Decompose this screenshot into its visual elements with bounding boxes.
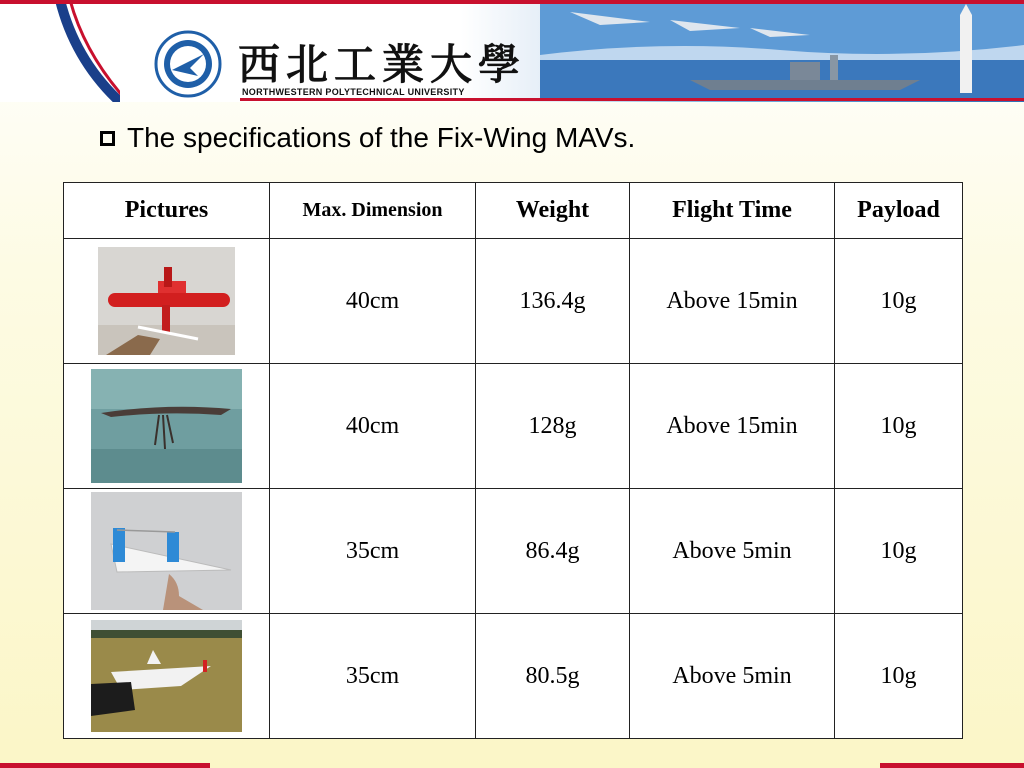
- table-row: [64, 489, 963, 614]
- header-max-dimension: Max. Dimension: [270, 183, 476, 239]
- max-dimension-cell: 40cm: [270, 364, 476, 489]
- flight-time-cell: Above 15min: [630, 239, 835, 364]
- university-name-chinese: 西北工業大學: [238, 40, 527, 89]
- max-dimension-cell: 40cm: [270, 239, 476, 364]
- flight-time-cell: Above 5min: [630, 489, 835, 614]
- header-weight: Weight: [476, 183, 630, 239]
- table-row: [64, 614, 963, 739]
- max-dimension-cell: 35cm: [270, 489, 476, 614]
- header-flight-time: Flight Time: [630, 183, 835, 239]
- header-bottom-red-line: [240, 98, 1024, 101]
- header-banner: [0, 0, 1024, 102]
- picture-cell: [64, 364, 270, 489]
- slide-title: The specifications of the Fix-Wing MAVs.: [127, 122, 636, 153]
- flight-time-cell: Above 15min: [630, 364, 835, 489]
- table-header-row: [64, 183, 963, 239]
- header-top-red-line: [0, 0, 1024, 4]
- weight-cell: 86.4g: [476, 489, 630, 614]
- university-name-english: NORTHWESTERN POLYTECHNICAL UNIVERSITY: [242, 87, 465, 97]
- university-logo-icon: [154, 30, 222, 98]
- picture-cell: [64, 489, 270, 614]
- max-dimension-cell: 35cm: [270, 614, 476, 739]
- header-payload: Payload: [835, 183, 963, 239]
- header-pictures: Pictures: [64, 183, 270, 239]
- white-blue-mav-photo: [91, 492, 242, 610]
- footer-red-accent-right: [880, 763, 1024, 768]
- aircraft-ship-scene-image: [540, 0, 1024, 98]
- weight-cell: 128g: [476, 364, 630, 489]
- payload-cell: 10g: [835, 614, 963, 739]
- payload-cell: 10g: [835, 489, 963, 614]
- footer-red-accent-left: [0, 763, 210, 768]
- red-mav-photo: [98, 247, 235, 355]
- specification-table: [63, 182, 963, 739]
- payload-cell: 10g: [835, 239, 963, 364]
- table-row: [64, 364, 963, 489]
- flight-time-cell: Above 5min: [630, 614, 835, 739]
- picture-cell: [64, 614, 270, 739]
- picture-cell: [64, 239, 270, 364]
- weight-cell: 136.4g: [476, 239, 630, 364]
- weight-cell: 80.5g: [476, 614, 630, 739]
- wind-tunnel-mav-photo: [91, 369, 242, 483]
- banner-curve-decoration: [0, 0, 120, 102]
- square-bullet-icon: [100, 131, 115, 146]
- payload-cell: 10g: [835, 364, 963, 489]
- slide-title-row: [100, 122, 635, 154]
- table-row: [64, 239, 963, 364]
- grass-field-mav-photo: [91, 620, 242, 732]
